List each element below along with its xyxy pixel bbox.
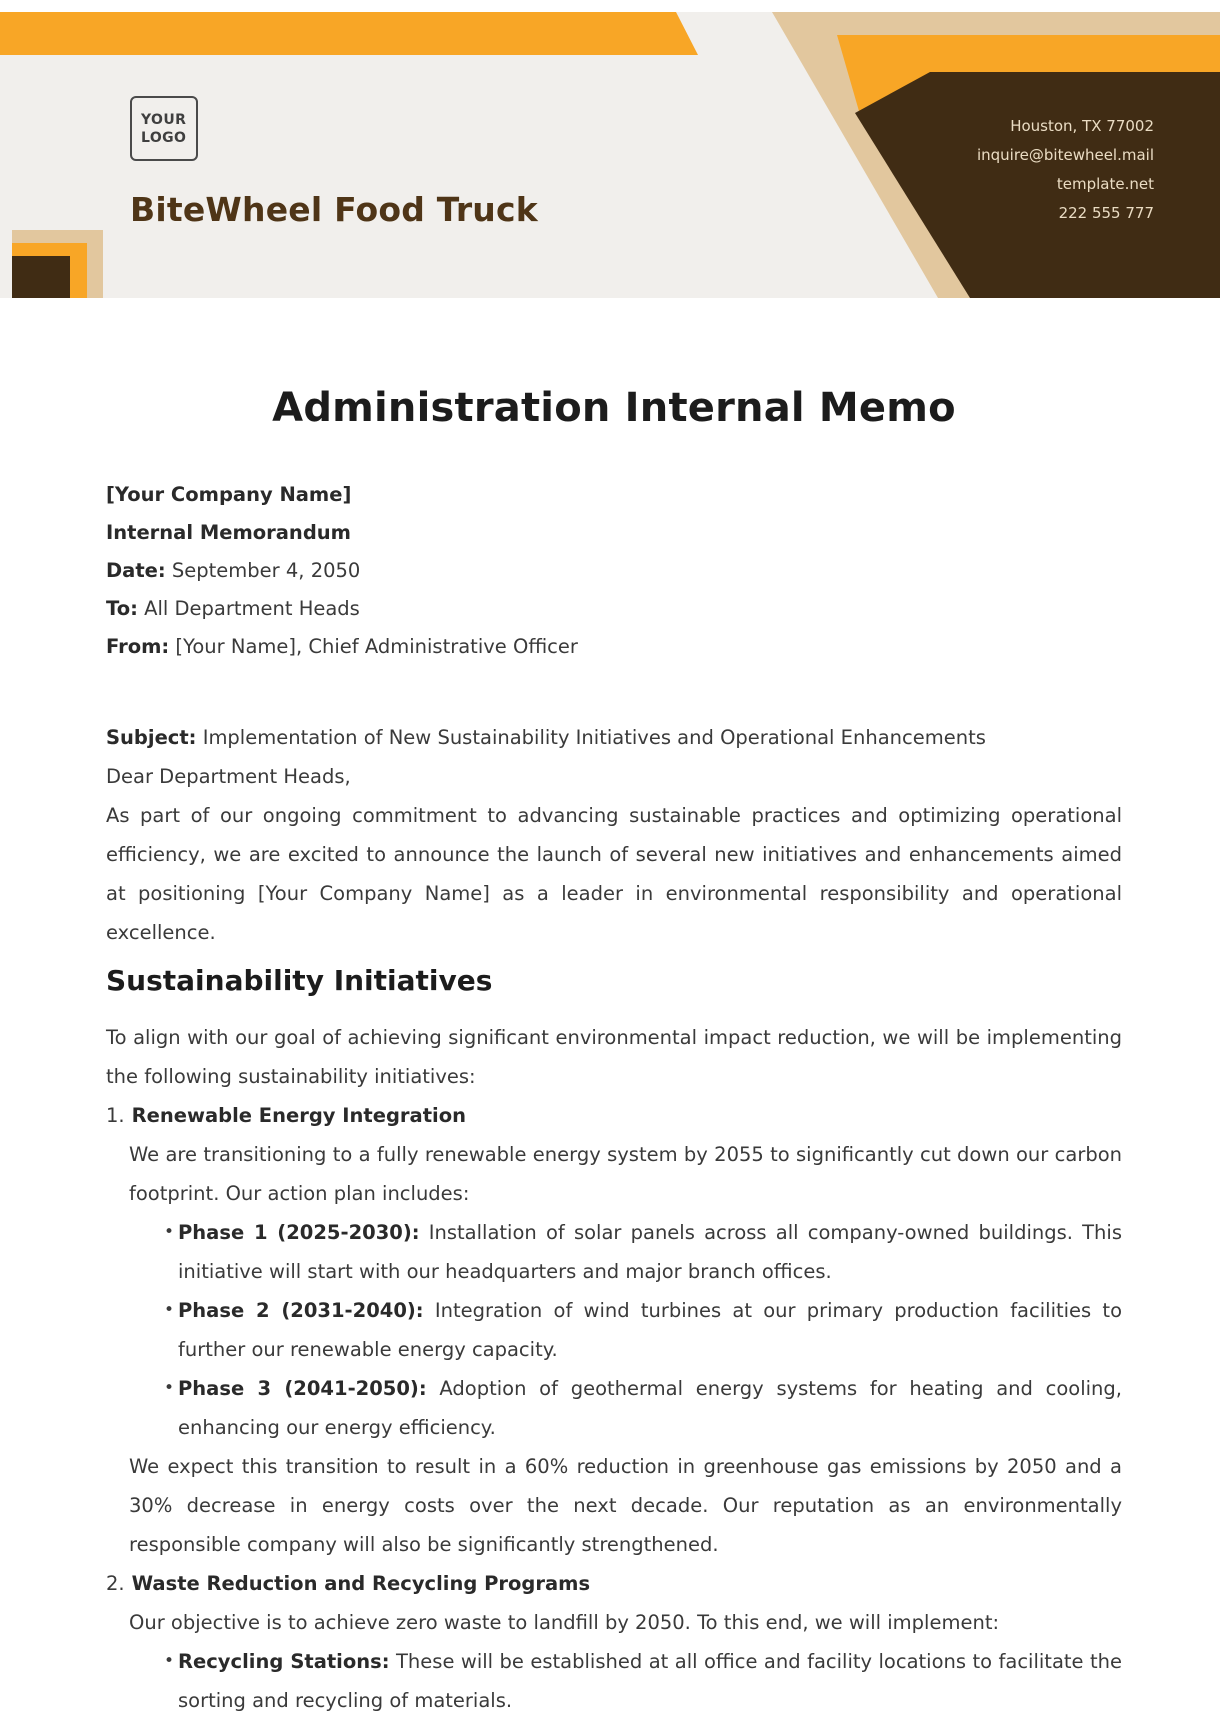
list-item-2-body: Our objective is to achieve zero waste to landfill by 2050. To this end, we will implement:: [129, 1611, 1000, 1634]
memo-document: [0, 384, 1220, 1720]
logo-text-line1: YOUR: [141, 111, 187, 128]
company-name-line: [Your Company Name]: [106, 483, 352, 506]
top-banner-shape: [0, 12, 698, 55]
bullet-phase-3-text: Adoption of geothermal energy systems for heating and cooling, enhancing our energy efficiency.: [178, 1377, 1122, 1439]
bullet-recycling-stations-label: Recycling Stations:: [178, 1650, 390, 1673]
list-item-2-title: Waste Reduction and Recycling Programs: [131, 1572, 591, 1595]
subject-label: Subject:: [106, 726, 197, 749]
logo-text-line2: LOGO: [141, 129, 187, 146]
contact-block: [977, 112, 1154, 228]
logo-placeholder: [130, 96, 198, 161]
list-item-1-outro: We expect this transition to result in a 60% reduction in greenhouse gas emissions by 2050 and a 30% decrease in energy costs over the next decade. Our reputation as an environmentally responsible company will also be significantly strengthened.: [129, 1455, 1122, 1556]
list-item-1-content: [129, 1135, 1122, 1564]
bullet-recycling-stations: [164, 1642, 1122, 1720]
contact-phone: 222 555 777: [1058, 204, 1154, 222]
bullet-recycling-stations-text: These will be established at all office and facility locations to facilitate the sorting and recycling of materials.: [178, 1650, 1123, 1712]
to-label: To:: [106, 597, 138, 620]
bullet-phase-1-text: Installation of solar panels across all company-owned buildings. This initiative will start with our headquarters and major branch offices.: [178, 1221, 1122, 1283]
subject-line: [106, 718, 1122, 757]
bullet-marker: [164, 1213, 178, 1252]
subject-block: [106, 718, 1122, 952]
bullet-marker: [164, 1642, 178, 1681]
date-line: [106, 552, 1122, 590]
subject-value: Implementation of New Sustainability Initiatives and Operational Enhancements: [202, 726, 986, 749]
from-label: From:: [106, 635, 170, 658]
list-item-2: [106, 1564, 1122, 1720]
bullet-phase-1-label: Phase 1 (2025-2030):: [178, 1221, 420, 1244]
contact-email: inquire@bitewheel.mail: [976, 146, 1154, 164]
bullet-marker: [164, 1291, 178, 1330]
bullet-phase-3: [164, 1369, 1122, 1447]
intro-paragraph: As part of our ongoing commitment to advancing sustainable practices and optimizing operational efficiency, we are excited to announce the launch of several new initiatives and enhancements aimed at positioning [Your Company Name] as a leader in environmental responsibility and operational excellence.: [106, 804, 1122, 944]
list-item-2-content: [129, 1603, 1122, 1720]
list-item-1-title-line: [106, 1096, 1122, 1135]
list-item-1-title: Renewable Energy Integration: [131, 1104, 466, 1127]
bullet-phase-1: [164, 1213, 1122, 1291]
section-heading: Sustainability Initiatives: [106, 964, 493, 997]
from-line: [106, 628, 1122, 666]
date-label: Date:: [106, 559, 166, 582]
bullet-marker: [164, 1369, 178, 1408]
corner-brown-shape: [12, 256, 70, 298]
section-intro: To align with our goal of achieving significant environmental impact reduction, we will be implementing the following sustainability initiatives:: [106, 1026, 1122, 1088]
bullet-phase-2-label: Phase 2 (2031-2040):: [178, 1299, 424, 1322]
date-value: September 4, 2050: [171, 559, 361, 582]
list-item-1-bullets: [164, 1213, 1122, 1447]
list-item-2-bullets: [164, 1642, 1122, 1720]
list-item-1-number: 1.: [106, 1104, 125, 1127]
contact-website: template.net: [1056, 175, 1154, 193]
to-value: All Department Heads: [144, 597, 360, 620]
list-item-2-title-line: [106, 1564, 1122, 1603]
memo-meta: [106, 476, 1122, 666]
letterhead: [0, 0, 1220, 298]
bullet-phase-2: [164, 1291, 1122, 1369]
salutation: Dear Department Heads,: [106, 765, 351, 788]
memo-title: Administration Internal Memo: [272, 385, 956, 431]
from-value: [Your Name], Chief Administrative Officer: [175, 635, 578, 658]
contact-address: Houston, TX 77002: [1010, 117, 1154, 135]
bullet-phase-3-label: Phase 3 (2041-2050):: [178, 1377, 427, 1400]
bullet-phase-2-text: Integration of wind turbines at our primary production facilities to further our renewable energy capacity.: [178, 1299, 1122, 1361]
list-item-1: [106, 1096, 1122, 1564]
to-line: [106, 590, 1122, 628]
list-item-2-number: 2.: [106, 1572, 125, 1595]
company-name: BiteWheel Food Truck: [130, 190, 538, 229]
list-item-1-body: We are transitioning to a fully renewable energy system by 2055 to significantly cut down our carbon footprint. Our action plan includes:: [129, 1143, 1122, 1205]
memo-type-line: Internal Memorandum: [106, 521, 351, 544]
